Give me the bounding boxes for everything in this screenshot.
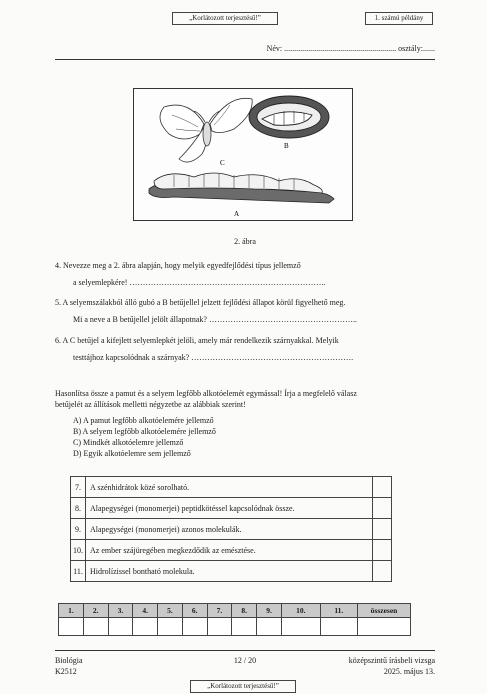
score-header-row bbox=[59, 604, 411, 618]
table-row bbox=[71, 477, 392, 498]
question-4-line2: a selyemlepkére! ……………………………………………………………….. bbox=[73, 278, 326, 287]
score-col-1: 1. bbox=[59, 604, 84, 618]
table-row bbox=[71, 561, 392, 582]
score-col-11: 11. bbox=[320, 604, 357, 618]
statement-number: 9. bbox=[71, 519, 86, 540]
table-row bbox=[71, 540, 392, 561]
question-5-line1: 5. A selyemszálakból álló gubó a B betűjellel jelzett fejlődési állapot körül figyelhető meg. bbox=[55, 298, 346, 307]
score-cell[interactable] bbox=[320, 618, 357, 636]
cocoon-drawing bbox=[249, 96, 329, 138]
score-entry-row bbox=[59, 618, 411, 636]
score-col-total: összesen bbox=[358, 604, 411, 618]
table-row bbox=[71, 498, 392, 519]
figure-label-a: A bbox=[234, 210, 240, 218]
footer-rule bbox=[55, 650, 435, 651]
score-table bbox=[58, 603, 411, 636]
footer-code: K2512 bbox=[55, 667, 77, 676]
question-6-line1: 6. A C betűjel a kifejlett selyemlepkét jelöli, amely már rendelkezik szárnyakkal. Melyik bbox=[55, 336, 339, 345]
figure-label-b: B bbox=[284, 142, 289, 150]
question-6-line2: testtájhoz kapcsolódnak a szárnyak? ……………………………………………………. bbox=[73, 353, 354, 362]
score-col-6: 6. bbox=[182, 604, 207, 618]
legend-option-c: C) Mindkét alkotóelemre jellemző bbox=[73, 438, 184, 447]
answer-box-10[interactable] bbox=[373, 540, 392, 561]
answer-box-9[interactable] bbox=[373, 519, 392, 540]
question-4-line1: 4. Nevezze meg a 2. ábra alapján, hogy melyik egyedfejlődési típus jellemző bbox=[55, 261, 301, 270]
score-col-10: 10. bbox=[281, 604, 320, 618]
header-rule bbox=[55, 59, 435, 60]
legend-option-b: B) A selyem legfőbb alkotóelemére jellemző bbox=[73, 427, 216, 436]
score-cell[interactable] bbox=[83, 618, 108, 636]
score-cell[interactable] bbox=[133, 618, 158, 636]
figure-caption: 2. ábra bbox=[234, 237, 256, 246]
footer-page-number: 12 / 20 bbox=[233, 656, 257, 665]
figure-label-c: C bbox=[220, 159, 225, 167]
footer-subject: Biológia bbox=[55, 656, 83, 665]
score-col-8: 8. bbox=[232, 604, 257, 618]
question-5-line2: Mi a neve a B betűjellel jelölt állapotnak? ……………………………………………….. bbox=[73, 315, 357, 324]
score-cell[interactable] bbox=[232, 618, 257, 636]
statement-text: Hidrolízissel bontható molekula. bbox=[86, 561, 373, 582]
footer-date: 2025. május 13. bbox=[383, 667, 435, 676]
restricted-stamp-bottom: „Korlátozott terjesztésű!” bbox=[190, 680, 296, 693]
score-cell[interactable] bbox=[207, 618, 232, 636]
table-row bbox=[71, 519, 392, 540]
legend-option-a: A) A pamut legfőbb alkotóelemére jellemző bbox=[73, 416, 214, 425]
statement-text: Alapegységei (monomerjei) peptidkötéssel kapcsolódnak össze. bbox=[86, 498, 373, 519]
larva-drawing bbox=[149, 173, 334, 203]
score-col-5: 5. bbox=[158, 604, 183, 618]
statement-text: Alapegységei (monomerjei) azonos molekulák. bbox=[86, 519, 373, 540]
instruction-line1: Hasonlítsa össze a pamut és a selyem legfőbb alkotóelemét egymással! Írja a megfelelő válasz bbox=[55, 389, 357, 398]
score-col-3: 3. bbox=[108, 604, 133, 618]
silkworm-illustration bbox=[134, 89, 352, 220]
score-cell[interactable] bbox=[257, 618, 282, 636]
restricted-stamp-top: „Korlátozott terjesztésű!” bbox=[172, 12, 278, 25]
silkworm-figure bbox=[133, 88, 353, 221]
adult-moth-drawing bbox=[160, 98, 252, 162]
score-col-9: 9. bbox=[257, 604, 282, 618]
statements-table bbox=[70, 476, 392, 582]
answer-box-7[interactable] bbox=[373, 477, 392, 498]
copy-number-badge: 1. számú példány bbox=[365, 12, 433, 25]
name-class-line: Név: ........................................................ osztály:...... bbox=[266, 44, 435, 53]
statement-number: 7. bbox=[71, 477, 86, 498]
statement-text: A szénhidrátok közé sorolható. bbox=[86, 477, 373, 498]
statement-text: Az ember szájüregében megkezdődik az emésztése. bbox=[86, 540, 373, 561]
score-cell[interactable] bbox=[158, 618, 183, 636]
legend-option-d: D) Egyik alkotóelemre sem jellemző bbox=[73, 449, 191, 458]
instruction-line2: betűjelét az állítások melletti négyzetbe az alábbiak szerint! bbox=[55, 400, 246, 409]
statement-number: 10. bbox=[71, 540, 86, 561]
footer-exam-level: középszintű írásbeli vizsga bbox=[348, 656, 435, 665]
score-cell[interactable] bbox=[59, 618, 84, 636]
answer-box-8[interactable] bbox=[373, 498, 392, 519]
score-col-2: 2. bbox=[83, 604, 108, 618]
score-col-4: 4. bbox=[133, 604, 158, 618]
score-cell[interactable] bbox=[182, 618, 207, 636]
statement-number: 11. bbox=[71, 561, 86, 582]
statement-number: 8. bbox=[71, 498, 86, 519]
answer-box-11[interactable] bbox=[373, 561, 392, 582]
score-cell[interactable] bbox=[108, 618, 133, 636]
score-cell[interactable] bbox=[281, 618, 320, 636]
score-cell-total[interactable] bbox=[358, 618, 411, 636]
score-col-7: 7. bbox=[207, 604, 232, 618]
